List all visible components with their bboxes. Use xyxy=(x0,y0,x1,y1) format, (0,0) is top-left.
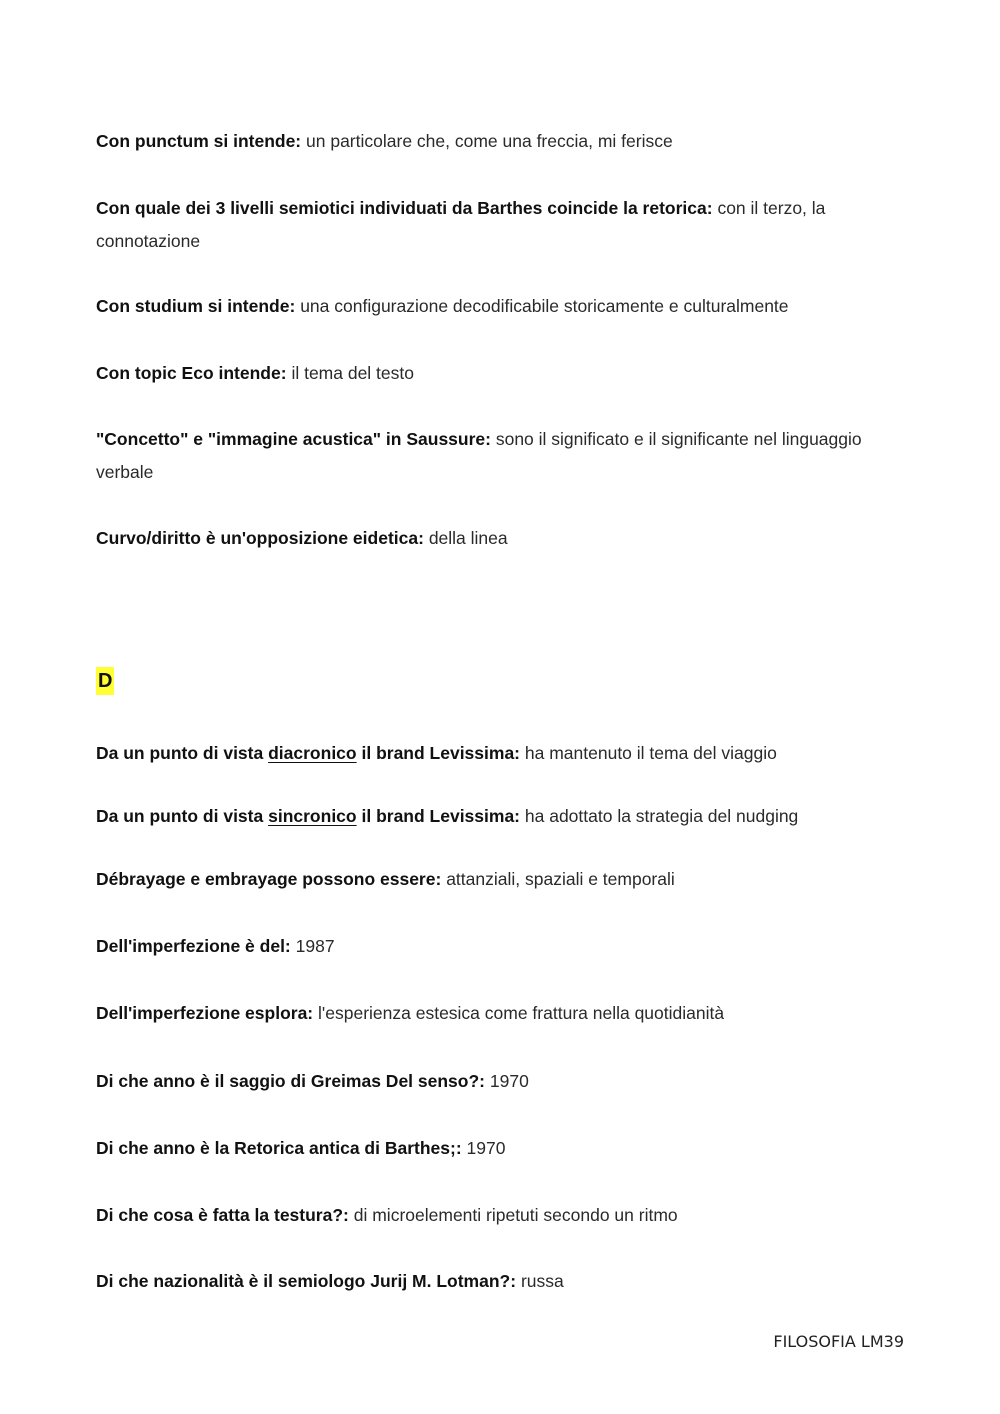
entry-testura xyxy=(96,1199,906,1232)
answer: russa xyxy=(520,1271,564,1291)
entry-diacronico xyxy=(96,737,906,770)
answer: una configurazione decodificabile storicamente e culturalmente xyxy=(300,296,789,316)
question: Curvo/diritto è un'opposizione eidetica: xyxy=(96,528,424,548)
question: Con punctum si intende: xyxy=(96,131,302,151)
answer: sono il significato e il significante nel linguaggio verbale xyxy=(96,429,862,482)
answer: 1987 xyxy=(295,936,335,956)
answer: 1970 xyxy=(489,1071,529,1091)
entry-barthes-retorica xyxy=(96,192,906,258)
question: Débrayage e embrayage possono essere: xyxy=(96,869,442,889)
entry-imperfezione-anno xyxy=(96,930,906,963)
entry-lotman xyxy=(96,1265,906,1298)
answer: 1970 xyxy=(466,1138,506,1158)
answer: attanziali, spaziali e temporali xyxy=(446,869,675,889)
question-suffix: il brand Levissima: xyxy=(361,743,521,763)
entry-barthes-retorica-antica xyxy=(96,1132,906,1165)
entry-imperfezione-esplora xyxy=(96,997,906,1030)
entry-topic-eco xyxy=(96,357,906,390)
question xyxy=(96,806,520,826)
answer: ha mantenuto il tema del viaggio xyxy=(524,743,777,763)
question: Con quale dei 3 livelli semiotici individuati da Barthes coincide la retorica: xyxy=(96,198,713,218)
question-suffix: il brand Levissima: xyxy=(361,806,521,826)
question: Con studium si intende: xyxy=(96,296,296,316)
entry-sincronico xyxy=(96,800,906,833)
question: Dell'imperfezione è del: xyxy=(96,936,291,956)
entry-punctum xyxy=(96,125,906,158)
entry-debrayage xyxy=(96,863,906,896)
entry-studium xyxy=(96,290,906,323)
answer: ha adottato la strategia del nudging xyxy=(524,806,799,826)
question: "Concetto" e "immagine acustica" in Saussure: xyxy=(96,429,491,449)
question-prefix: Da un punto di vista xyxy=(96,743,264,763)
question: Dell'imperfezione esplora: xyxy=(96,1003,314,1023)
question xyxy=(96,743,520,763)
question-prefix: Da un punto di vista xyxy=(96,806,264,826)
question: Di che anno è la Retorica antica di Barthes;: xyxy=(96,1138,462,1158)
answer: della linea xyxy=(428,528,508,548)
answer: con il terzo, la connotazione xyxy=(96,198,826,251)
section-letter-d: D xyxy=(96,667,114,695)
answer: di microelementi ripetuti secondo un ritmo xyxy=(353,1205,678,1225)
question-keyword: diacronico xyxy=(268,743,357,763)
question-keyword: sincronico xyxy=(268,806,357,826)
question: Con topic Eco intende: xyxy=(96,363,287,383)
page-footer: FILOSOFIA LM39 xyxy=(773,1332,904,1351)
question: Di che nazionalità è il semiologo Jurij M. Lotman?: xyxy=(96,1271,517,1291)
entry-saussure xyxy=(96,423,906,489)
question: Di che anno è il saggio di Greimas Del senso?: xyxy=(96,1071,485,1091)
question: Di che cosa è fatta la testura?: xyxy=(96,1205,349,1225)
answer: l'esperienza estesica come frattura nella quotidianità xyxy=(318,1003,725,1023)
entry-greimas xyxy=(96,1065,906,1098)
answer: il tema del testo xyxy=(291,363,414,383)
entry-curvo-diritto xyxy=(96,522,906,555)
answer: un particolare che, come una freccia, mi ferisce xyxy=(306,131,673,151)
